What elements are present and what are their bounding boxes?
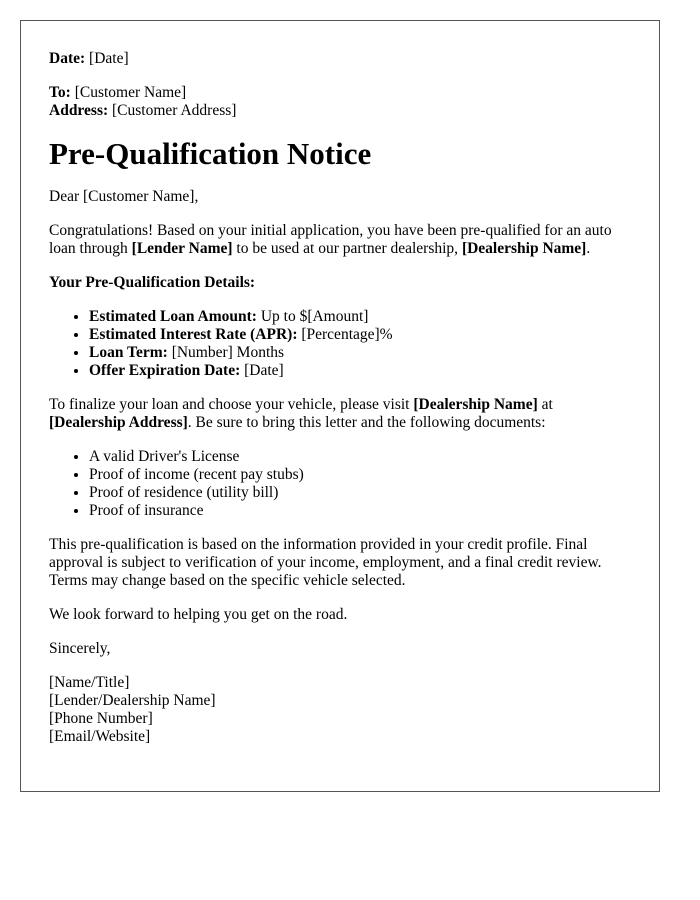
- detail-label: Estimated Interest Rate (APR):: [89, 326, 298, 343]
- list-item: • Proof of residence (utility bill): [89, 484, 631, 502]
- finalize-text-3: . Be sure to bring this letter and the following documents:: [187, 414, 546, 431]
- letter-document: [20, 20, 660, 792]
- closing-note: We look forward to helping you get on the road.: [49, 606, 348, 623]
- signature-phone: [Phone Number]: [49, 710, 153, 727]
- list-item: • A valid Driver's License: [89, 448, 631, 466]
- to-value: [Customer Name]: [74, 84, 187, 101]
- finalize-text-2: at: [537, 396, 553, 413]
- detail-value: [Number] Months: [167, 344, 285, 361]
- date-line: [49, 50, 631, 68]
- detail-value: [Percentage]%: [297, 326, 393, 343]
- salutation: Dear [Customer Name],: [49, 188, 199, 205]
- address-line: [49, 102, 631, 120]
- address-label: Address:: [49, 102, 109, 119]
- date-value: [Date]: [89, 50, 129, 67]
- lender-name: [Lender Name]: [131, 240, 233, 257]
- address-value: [Customer Address]: [112, 102, 237, 119]
- date-label: Date:: [49, 50, 86, 67]
- signature-block: [49, 674, 631, 746]
- list-item: [89, 308, 631, 326]
- page-title: Pre-Qualification Notice: [49, 136, 372, 171]
- intro-paragraph: [49, 222, 631, 258]
- detail-value: Up to $[Amount]: [256, 308, 369, 325]
- to-line: [49, 84, 631, 102]
- list-item: • Proof of insurance: [89, 502, 631, 520]
- list-item: • Proof of income (recent pay stubs): [89, 466, 631, 484]
- details-heading: Your Pre-Qualification Details:: [49, 274, 256, 291]
- to-label: To:: [49, 84, 71, 101]
- details-list: [49, 308, 631, 380]
- list-item: [89, 362, 631, 380]
- documents-list: [49, 448, 631, 520]
- intro-text-3: .: [586, 240, 591, 257]
- signature-contact: [Email/Website]: [49, 728, 151, 745]
- signoff: Sincerely,: [49, 640, 111, 657]
- intro-text-1: Congratulations! Based on your initial application, you have been pre-qualified for an auto loan through: [49, 222, 612, 257]
- dealership-name: [Dealership Name]: [461, 240, 587, 257]
- list-item: [89, 326, 631, 344]
- finalize-text-1: To finalize your loan and choose your vehicle, please visit: [49, 396, 414, 413]
- dealership-address: [Dealership Address]: [49, 414, 188, 431]
- detail-value: [Date]: [240, 362, 284, 379]
- intro-text-2: to be used at our partner dealership,: [232, 240, 462, 257]
- signature-organization: [Lender/Dealership Name]: [49, 692, 216, 709]
- finalize-paragraph: [49, 396, 631, 432]
- list-item: [89, 344, 631, 362]
- detail-label: Loan Term:: [89, 344, 168, 361]
- detail-label: Offer Expiration Date:: [89, 362, 241, 379]
- dealership-name: [Dealership Name]: [413, 396, 538, 413]
- disclaimer-paragraph: This pre-qualification is based on the information provided in your credit profile. Final approval is subject to verification of your income, employment, and a final credit review. Terms may change based on the specific vehicle selected.: [49, 536, 602, 589]
- signature-name-title: [Name/Title]: [49, 674, 130, 691]
- detail-label: Estimated Loan Amount:: [89, 308, 257, 325]
